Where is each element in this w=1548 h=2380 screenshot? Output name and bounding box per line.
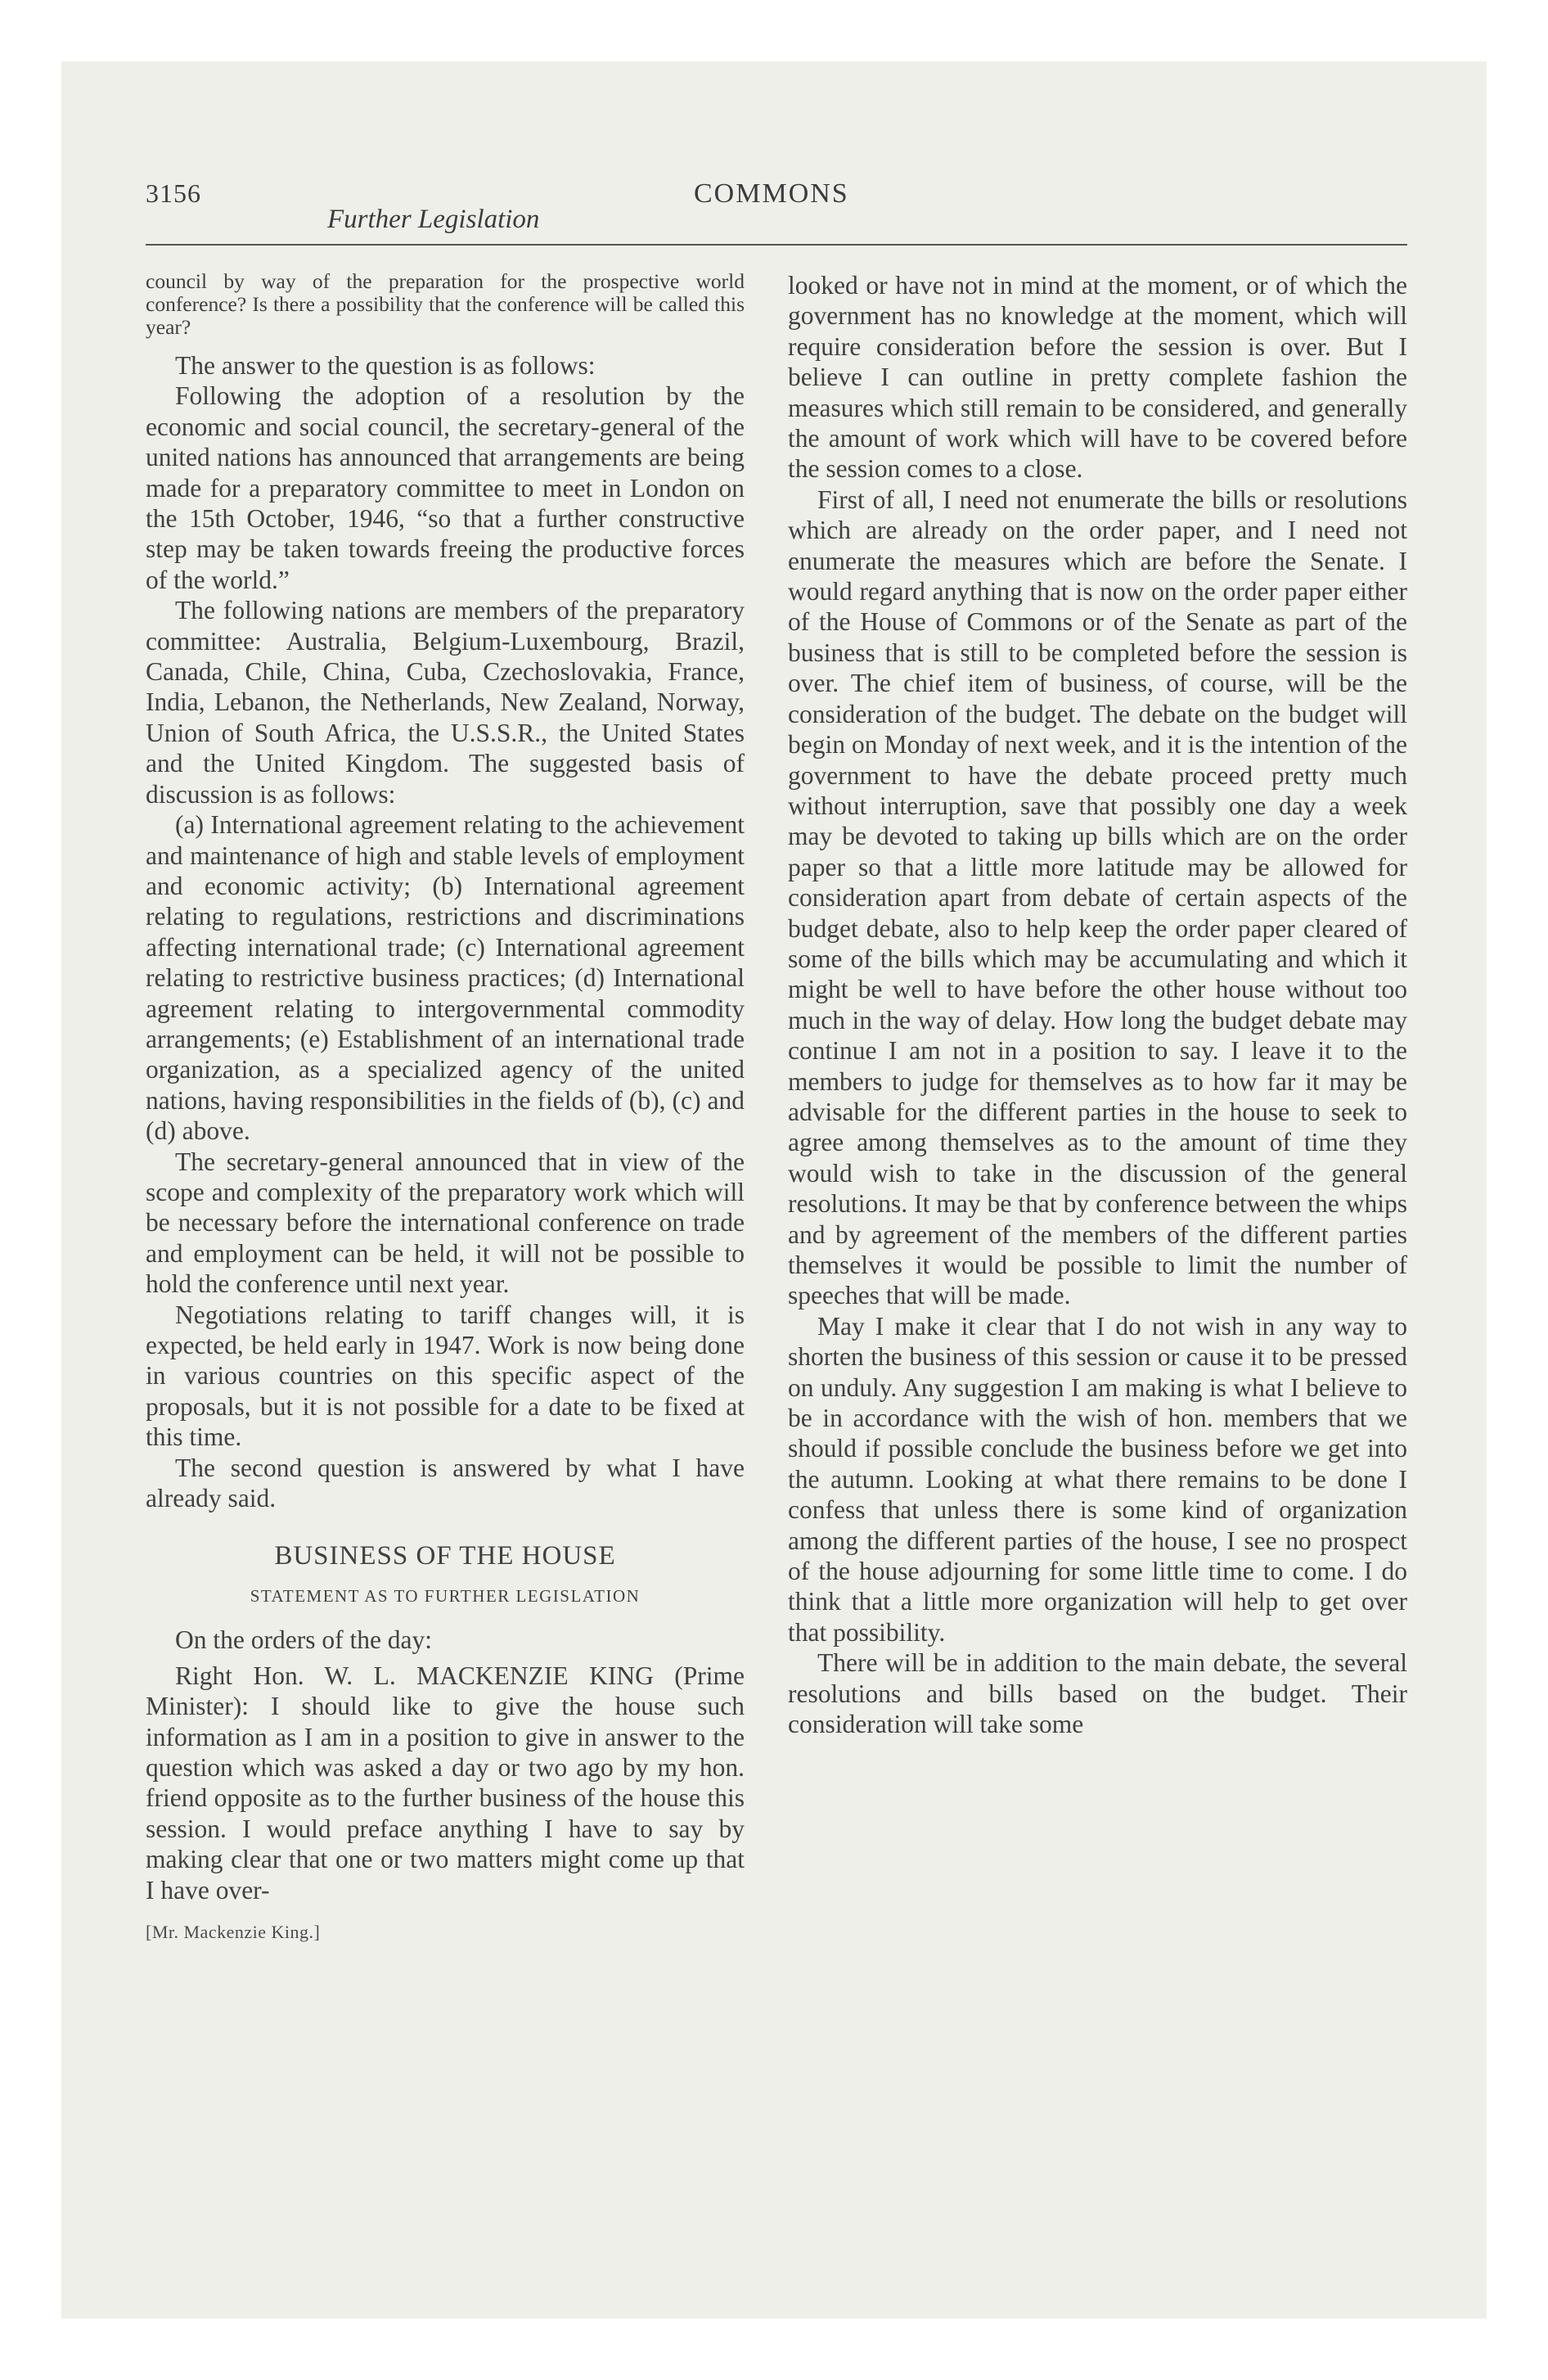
- section-heading: BUSINESS OF THE HOUSE: [274, 1541, 616, 1571]
- speaker-footer: [Mr. Mackenzie King.]: [146, 1922, 321, 1943]
- paragraph: First of all, I need not enumerate the bills or resolutions which are already on the order paper, and I need not enumerate the measures which are before the Senate. I would regard anything that is now on the order paper either of the House of Commons or of the Senate as part of the business that is still to be completed before the session is over. The chief item of business, of course, will be the consideration of the budget. The debate on the budget will begin on Monday of next week, and it is the intention of the government to have the debate proceed pretty much without interruption, save that possibly one day a week may be devoted to taking up bills which are on the order paper so that a little more latitude may be allowed for consideration apart from debate of certain aspects of the budget debate, also to help keep the order paper cleared of some of the bills which may be accumulating and which it might be well to have before the other house without too much in the way of delay. How long the budget debate may continue I am not in a position to say. I leave it to the members to judge for themselves as to how far it may be advisable for the different parties in the house to seek to agree among themselves as to the amount of time they would wish to take in the discussion of the general resolutions. It may be that by conference between the whips and by agreement of the members of the different parties themselves it would be possible to limit the number of speeches that will be made.: [788, 485, 1407, 1310]
- section-subheading: STATEMENT AS TO FURTHER LEGISLATION: [250, 1586, 641, 1607]
- paragraph: Following the adoption of a resolution by the economic and social council, the secretary-general of the united nations has announced that arrangements are being made for a preparatory committee to meet in London on the 15th October, 1946, “so that a further constructive step may be taken towards freeing the productive forces of the world.”: [146, 381, 745, 594]
- right-column: [788, 270, 1407, 1740]
- speech-paragraph: Right Hon. W. L. MACKENZIE KING (Prime Minister): I should like to give the house such information as I am in a position to give in answer to the question which was asked a day or two ago by my hon. friend opposite as to the further business of the house this session. I would preface anything I have to say by making clear that one or two matters might come up that I have over-: [146, 1661, 745, 1904]
- paragraph: May I make it clear that I do not wish in any way to shorten the business of this session or cause it to be pressed on unduly. Any suggestion I am making is what I believe to be in accordance with the wish of hon. members that we should if possible conclude the business before we get into the autumn. Looking at what there remains to be done I confess that unless there is some kind of organization among the different parties of the house, I see no prospect of the house adjourning for some little time to come. I do think that a little more organization will help to get over that possibility.: [788, 1311, 1407, 1647]
- left-column: [146, 270, 745, 1943]
- paragraph: looked or have not in mind at the moment, or of which the government has no knowledge at the moment, which will require consideration before the session is over. But I believe I can outline in pretty complete fashion the measures which still remain to be considered, and generally the amount of work which will have to be covered before the session comes to a close.: [788, 271, 1407, 484]
- question-continued-text: council by way of the preparation for the prospective world conference? Is there a possibility that the conference will be called this year?: [146, 269, 745, 339]
- paragraph: There will be in addition to the main debate, the several resolutions and bills based on the budget. Their consideration will take some: [788, 1648, 1407, 1739]
- paragraph: The secretary-general announced that in view of the scope and complexity of the preparatory work which will be necessary before the international conference on trade and employment can be held, it will not be possible to hold the conference until next year.: [146, 1147, 745, 1299]
- paragraph: The second question is answered by what I have already said.: [146, 1453, 745, 1513]
- page-number: 3156: [146, 178, 201, 208]
- page-header: [146, 172, 1407, 246]
- running-section-title: Further Legislation: [327, 205, 540, 234]
- chamber-title: COMMONS: [694, 178, 849, 209]
- header-rule: [146, 244, 1407, 246]
- paragraph: The following nations are members of the preparatory committee: Australia, Belgium-Luxembourg, Brazil, Canada, Chile, China, Cuba, Czechoslovakia, France, India, Lebanon, the Netherlands, New Zealand, Norway, Union of South Africa, the U.S.S.R., the United States and the United Kingdom. The suggested basis of discussion is as follows:: [146, 596, 745, 809]
- paragraph: (a) International agreement relating to the achievement and maintenance of high and stable levels of employment and economic activity; (b) International agreement relating to regulations, restrictions and discriminations affecting international trade; (c) International agreement relating to restrictive business practices; (d) International agreement relating to intergovernmental commodity arrangements; (e) Establishment of an international trade organization, as a specialized agency of the united nations, having responsibilities in the fields of (b), (c) and (d) above.: [146, 810, 745, 1146]
- answer-intro: The answer to the question is as follows:: [175, 351, 596, 380]
- paragraph: Negotiations relating to tariff changes will, it is expected, be held early in 1947. Work is now being done in various countries on this specific aspect of the proposals, but it is not possible for a date to be fixed at this time.: [146, 1300, 745, 1452]
- orders-of-the-day: On the orders of the day:: [175, 1625, 433, 1655]
